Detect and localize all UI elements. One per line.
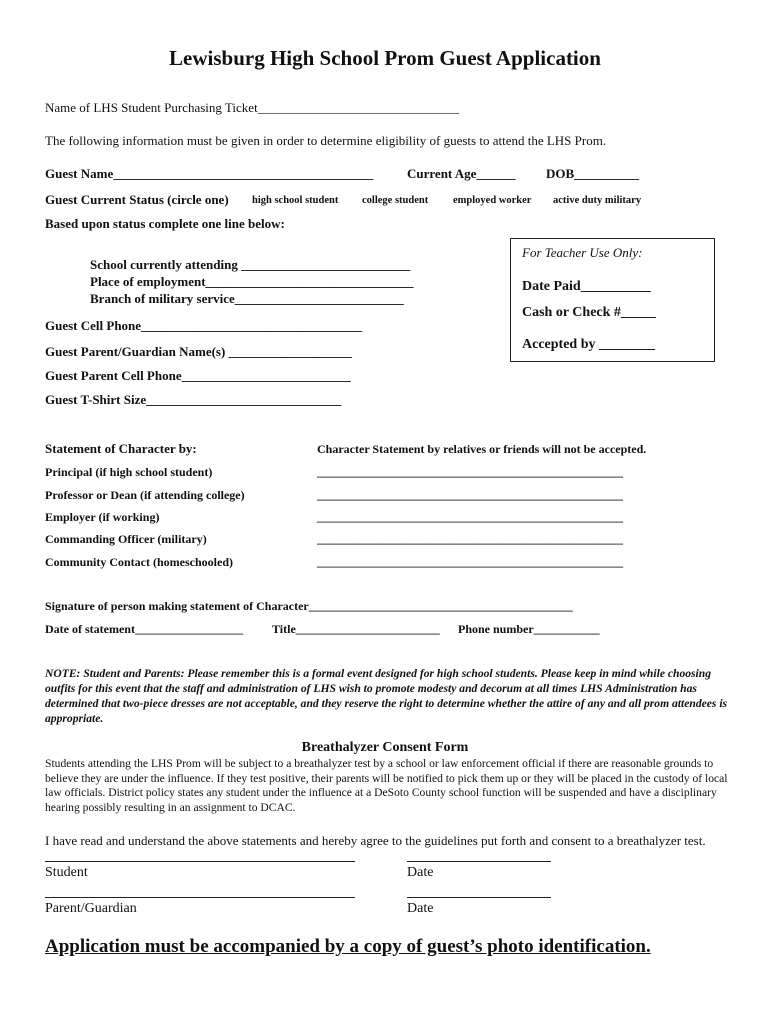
teacher-box-heading: For Teacher Use Only: [522, 245, 643, 260]
guest-cell-field[interactable]: Guest Cell Phone__________________________________ [45, 318, 363, 333]
character-row-label: Employer (if working) [45, 510, 160, 524]
title-field[interactable]: Title________________________ [272, 622, 440, 636]
character-row-label: Commanding Officer (military) [45, 532, 207, 546]
status-option-high-school[interactable]: high school student [252, 195, 339, 206]
consent-title: Breathalyzer Consent Form [301, 740, 469, 755]
cash-check-field[interactable]: Cash or Check #_____ [522, 305, 656, 320]
character-statement-line[interactable]: ___________________________________________________ [317, 465, 623, 479]
status-option-employed[interactable]: employed worker [453, 195, 532, 206]
student-date-label: Date [407, 865, 434, 880]
tshirt-size-field[interactable]: Guest T-Shirt Size______________________________ [45, 392, 342, 407]
status-label: Guest Current Status (circle one) [45, 192, 229, 207]
photo-id-requirement: Application must be accompanied by a copy of guest’s photo identification. [45, 936, 651, 957]
character-statement-line[interactable]: ___________________________________________________ [317, 532, 623, 546]
current-age-field[interactable]: Current Age______ [407, 166, 516, 181]
parent-name-field[interactable]: Guest Parent/Guardian Name(s) ___________________ [45, 344, 353, 359]
phone-number-field[interactable]: Phone number___________ [458, 622, 600, 636]
signature-field[interactable]: Signature of person making statement of Character____________________________________________ [45, 599, 573, 613]
parent-date-line[interactable] [407, 897, 551, 898]
page-title: Lewisburg High School Prom Guest Application [169, 46, 601, 70]
character-statement-line[interactable]: ___________________________________________________ [317, 488, 623, 502]
character-statement-line[interactable]: ___________________________________________________ [317, 510, 623, 524]
date-paid-field[interactable]: Date Paid__________ [522, 279, 651, 294]
student-date-line[interactable] [407, 861, 551, 862]
character-row-label: Principal (if high school student) [45, 465, 213, 479]
date-of-statement-field[interactable]: Date of statement__________________ [45, 622, 243, 636]
character-row-label: Community Contact (homeschooled) [45, 555, 233, 569]
consent-agreement: I have read and understand the above statements and hereby agree to the guidelines put forth and consent to a breathalyzer test. [45, 833, 706, 848]
consent-body: Students attending the LHS Prom will be subject to a breathalyzer test by a school or law enforcement official if there are reasonable grounds to believe they are under the influence. If they test positive, their parents will be notified to pick them up or they will be placed in the custody of local law officials. District policy states any student under the influence at a DeSoto County school function will be suspended and have a disciplinary hearing possibly resulting in an assignment to DCAC. [45, 757, 728, 814]
school-attending-field[interactable]: School currently attending __________________________ [90, 257, 411, 272]
attire-note: NOTE: Student and Parents: Please remember this is a formal event designed for high school students. Please keep in mind while choosing outfits for this event that the staff and administration of LHS wish to promote modesty and decorum at all times LHS Administration has determined that two-piece dresses are not acceptable, and they reserve the right to determine whether the attire of any and all prom attendees is appropriate. [45, 667, 728, 725]
accepted-by-field[interactable]: Accepted by ________ [522, 337, 655, 352]
status-instructions: Based upon status complete one line below: [45, 216, 285, 231]
teacher-use-box [510, 238, 715, 362]
character-heading: Statement of Character by: [45, 441, 197, 456]
character-row-label: Professor or Dean (if attending college) [45, 488, 245, 502]
place-employment-field[interactable]: Place of employment________________________________ [90, 274, 414, 289]
dob-field[interactable]: DOB__________ [546, 166, 640, 181]
status-option-military[interactable]: active duty military [553, 195, 642, 206]
student-ticket-field[interactable]: Name of LHS Student Purchasing Ticket_______________________________ [45, 100, 460, 115]
parent-label: Parent/Guardian [45, 901, 137, 916]
status-option-college[interactable]: college student [362, 195, 429, 206]
character-statement-line[interactable]: ___________________________________________________ [317, 555, 623, 569]
parent-cell-field[interactable]: Guest Parent Cell Phone__________________________ [45, 368, 351, 383]
intro-text: The following information must be given in order to determine eligibility of guests to attend the LHS Prom. [45, 133, 607, 148]
character-note: Character Statement by relatives or friends will not be accepted. [317, 442, 647, 456]
military-branch-field[interactable]: Branch of military service__________________________ [90, 291, 404, 306]
student-signature-line[interactable] [45, 861, 355, 862]
parent-signature-line[interactable] [45, 897, 355, 898]
guest-name-field[interactable]: Guest Name________________________________________ [45, 166, 374, 181]
student-label: Student [45, 865, 88, 880]
parent-date-label: Date [407, 901, 434, 916]
